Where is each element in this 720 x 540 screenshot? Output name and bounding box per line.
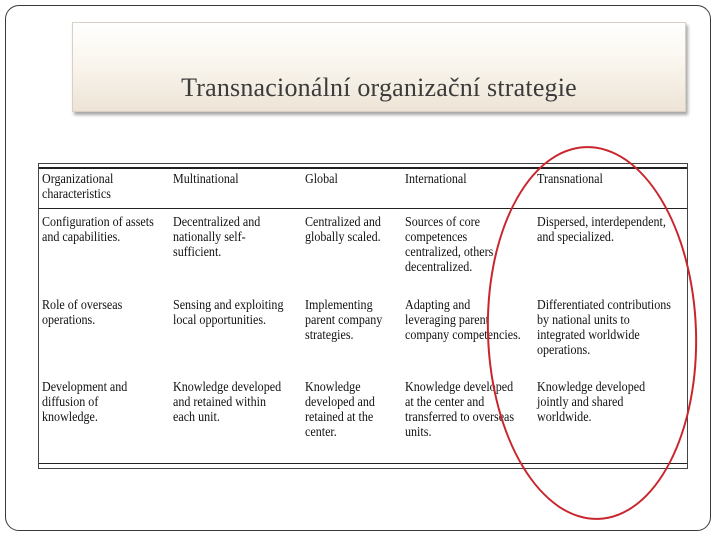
header-global: Global xyxy=(305,171,338,186)
table-cell: Sensing and exploiting local opportunities. xyxy=(173,297,284,327)
table-cell: Knowledge developed jointly and shared worldwide. xyxy=(537,379,646,424)
title-box xyxy=(72,22,686,112)
table-cell: Development and diffusion of knowledge. xyxy=(42,379,128,424)
table-cell: Centralized and globally scaled. xyxy=(305,214,381,244)
table-cell: Dispersed, interdependent, and specialized. xyxy=(537,214,666,244)
table-cell: Decentralized and nationally self-sufficient. xyxy=(173,214,261,259)
table-cell: Adapting and leveraging parent company competencies. xyxy=(405,297,521,342)
table-cell: Implementing parent company strategies. xyxy=(305,297,383,342)
table-cell: Knowledge developed and retained within each unit. xyxy=(173,379,282,424)
header-multinational: Multinational xyxy=(173,171,239,186)
header-transnational: Transnational xyxy=(537,171,603,186)
header-organizational-characteristics: Organizational characteristics xyxy=(42,171,114,201)
slide-title: Transnacionální organizační strategie xyxy=(181,73,577,102)
table-cell: Knowledge developed at the center and transferred to overseas units. xyxy=(405,379,515,439)
table-cell: Role of overseas operations. xyxy=(42,297,123,327)
header-international: International xyxy=(405,171,467,186)
table-cell: Configuration of assets and capabilities. xyxy=(42,214,154,244)
table-cell: Differentiated contributions by national units to integrated worldwide operations. xyxy=(537,297,671,357)
table-cell: Sources of core competences centralized, others decentralized. xyxy=(405,214,494,274)
table-cell: Knowledge developed and retained at the center. xyxy=(305,379,375,439)
